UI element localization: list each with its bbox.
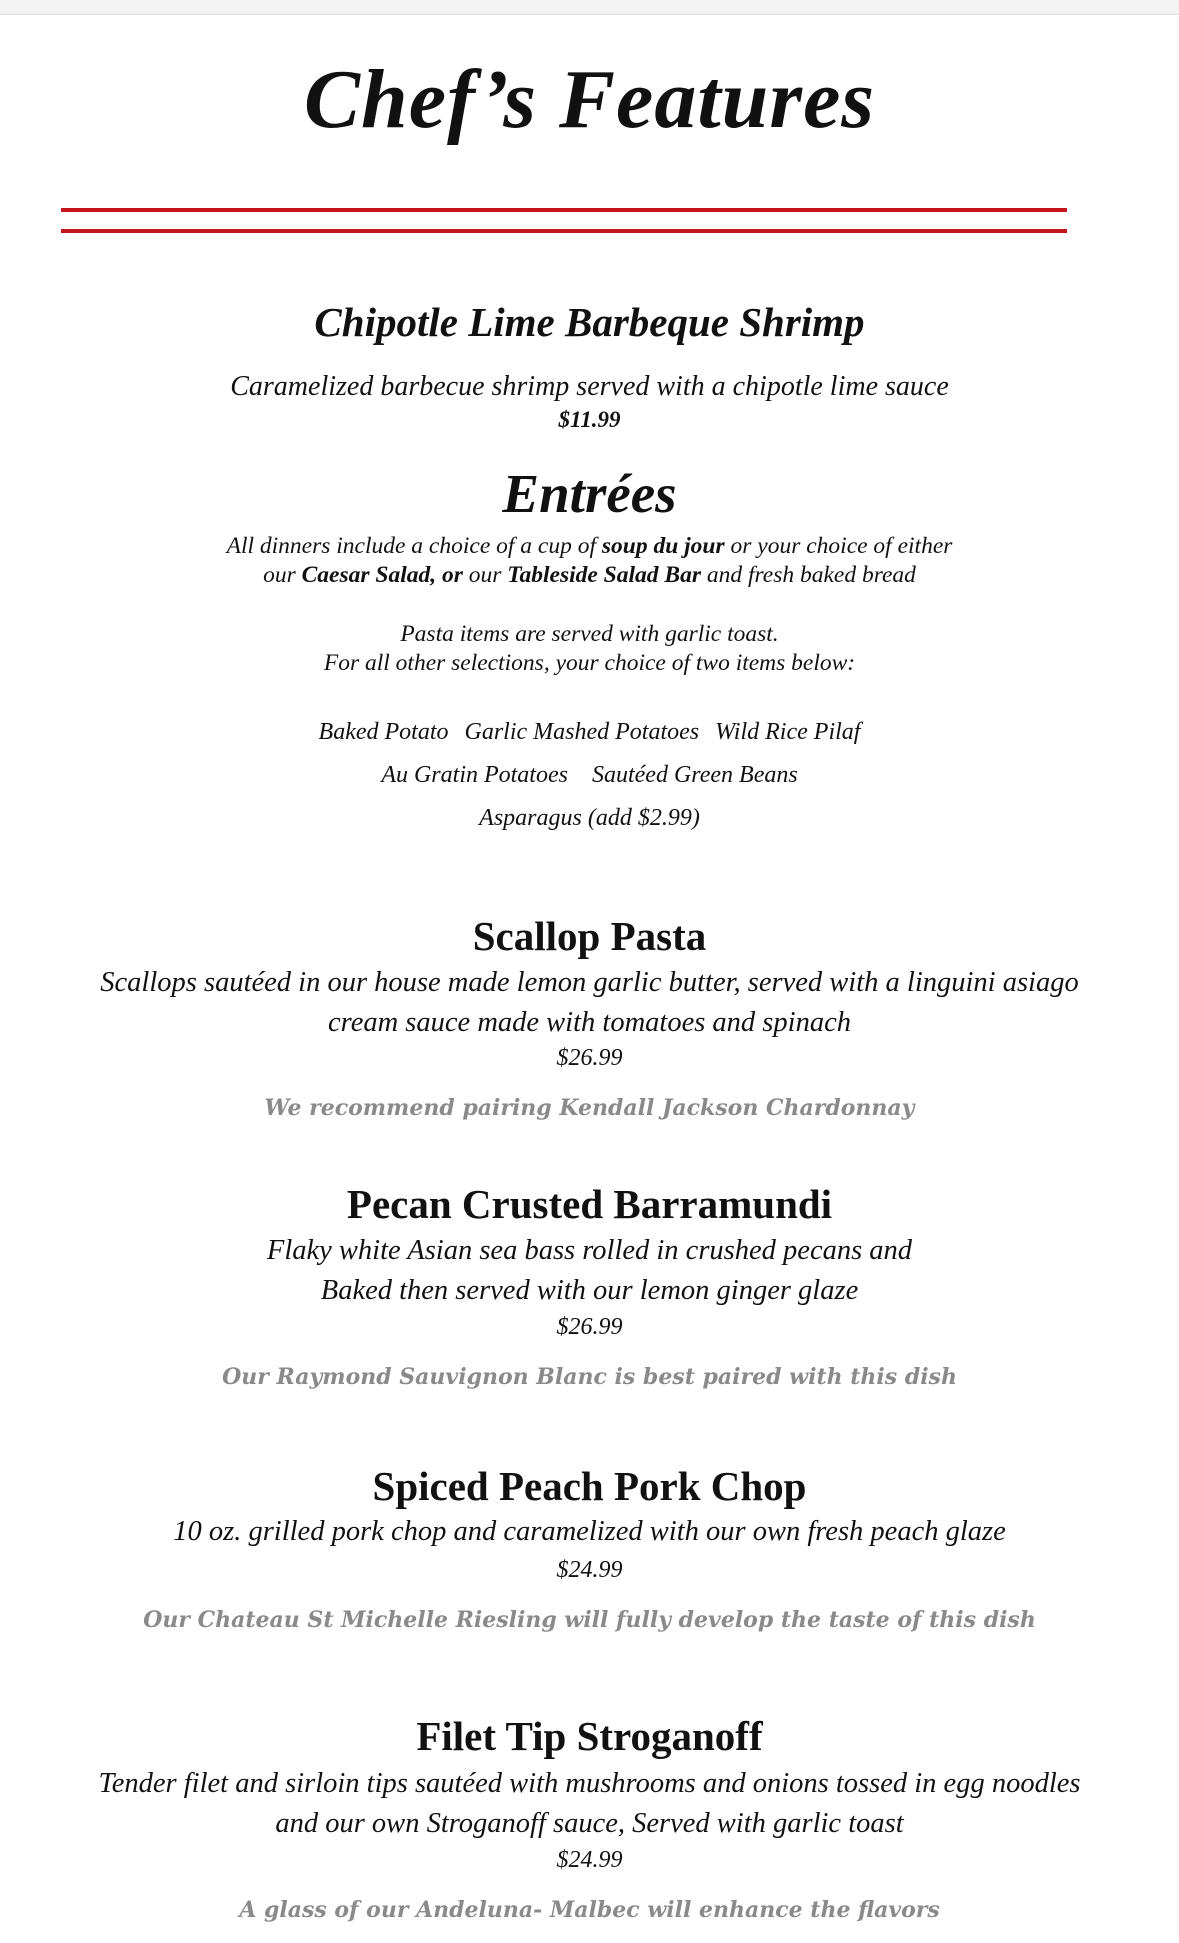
dish-price: $24.99 bbox=[556, 1847, 623, 1873]
choice-note: For all other selections, your choice of two items below: bbox=[323, 650, 856, 676]
browser-top-edge bbox=[0, 0, 1179, 15]
intro-text: and fresh baked bread bbox=[700, 562, 916, 588]
feature-price: $11.99 bbox=[558, 407, 621, 432]
dish-description-line: cream sauce made with tomatoes and spinach bbox=[328, 1007, 851, 1038]
dish-price: $26.99 bbox=[556, 1045, 623, 1071]
intro-caesar: Caesar Salad, or bbox=[301, 562, 463, 588]
intro-soup: soup du jour bbox=[601, 533, 725, 559]
entrees-heading: Entrées bbox=[502, 463, 677, 524]
dish-description-line: Scallops sautéed in our house made lemon garlic butter, served with a linguini asiago bbox=[100, 967, 1079, 998]
intro-text: our bbox=[462, 562, 508, 588]
dish-name: Scallop Pasta bbox=[472, 913, 707, 959]
dish-name: Pecan Crusted Barramundi bbox=[346, 1181, 833, 1227]
dish-description-line: Baked then served with our lemon ginger glaze bbox=[320, 1275, 859, 1306]
menu-title: Chef’s Features bbox=[303, 53, 876, 146]
dish-description bbox=[0, 963, 1179, 1043]
dish-description-line: Flaky white Asian sea bass rolled in crushed pecans and bbox=[266, 1235, 913, 1266]
intro-salad-bar: Tableside Salad Bar bbox=[507, 562, 701, 588]
intro-text: our bbox=[263, 562, 302, 588]
feature-description: Caramelized barbecue shrimp served with a chipotle lime sauce bbox=[230, 371, 949, 402]
wine-pairing: A glass of our Andeluna- Malbec will enhance the flavors bbox=[239, 1897, 940, 1923]
intro-text: or your choice of either bbox=[724, 533, 953, 559]
intro-text: All dinners include a choice of a cup of bbox=[226, 533, 602, 559]
entrees-intro-line-1 bbox=[0, 532, 1179, 561]
wine-pairing: Our Raymond Sauvignon Blanc is best paired with this dish bbox=[222, 1364, 957, 1390]
side-item: Garlic Mashed Potatoes bbox=[464, 719, 700, 745]
entrees-intro bbox=[0, 532, 1179, 590]
sides-row-2 bbox=[0, 761, 1179, 790]
wine-pairing: We recommend pairing Kendall Jackson Chardonnay bbox=[264, 1095, 915, 1121]
feature-name: Chipotle Lime Barbeque Shrimp bbox=[314, 299, 865, 345]
title-divider-top bbox=[61, 208, 1067, 212]
dish-description-line: Tender filet and sirloin tips sautéed with mushrooms and onions tossed in egg noodles bbox=[98, 1768, 1081, 1799]
side-item: Asparagus (add $2.99) bbox=[479, 805, 700, 831]
side-item: Baked Potato bbox=[318, 719, 449, 745]
wine-pairing: Our Chateau St Michelle Riesling will fully develop the taste of this dish bbox=[143, 1607, 1036, 1633]
side-item: Wild Rice Pilaf bbox=[715, 719, 861, 745]
dish-price: $24.99 bbox=[556, 1557, 623, 1583]
dish-description bbox=[0, 1512, 1179, 1552]
dish-name: Spiced Peach Pork Chop bbox=[372, 1463, 807, 1509]
side-item: Sautéed Green Beans bbox=[591, 762, 798, 788]
entrees-intro-line-2 bbox=[0, 561, 1179, 590]
dish-description-line: 10 oz. grilled pork chop and caramelized with our own fresh peach glaze bbox=[173, 1516, 1006, 1547]
dish-price: $26.99 bbox=[556, 1314, 623, 1340]
side-item: Au Gratin Potatoes bbox=[381, 762, 568, 788]
dish-name: Filet Tip Stroganoff bbox=[416, 1713, 763, 1759]
pasta-note: Pasta items are served with garlic toast. bbox=[400, 621, 779, 647]
sides-row-1 bbox=[0, 718, 1179, 747]
dish-description bbox=[0, 1764, 1179, 1844]
dish-description bbox=[0, 1231, 1179, 1311]
sides-row-3 bbox=[0, 804, 1179, 833]
title-divider-bottom bbox=[61, 229, 1067, 233]
side-notes bbox=[0, 620, 1179, 678]
dish-description-line: and our own Stroganoff sauce, Served with garlic toast bbox=[275, 1808, 904, 1839]
